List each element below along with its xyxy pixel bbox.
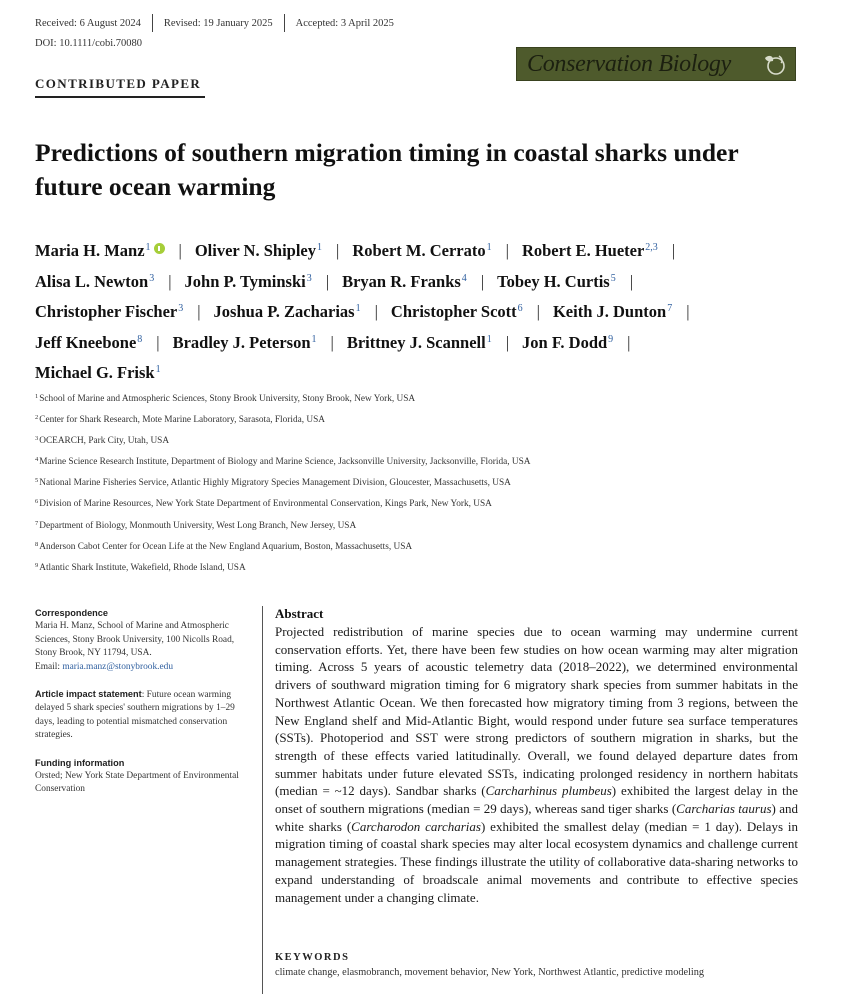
author-name: Robert E. Hueter: [521, 241, 645, 260]
affiliation-number: 3: [35, 435, 39, 443]
author-list: [35, 234, 825, 387]
affiliation-text: School of Marine and Atmospheric Sciences, Stony Brook University, Stony Brook, New York, USA: [39, 394, 416, 404]
affiliation-number: 7: [35, 519, 39, 527]
author-name: Robert M. Cerrato: [352, 241, 486, 260]
author[interactable]: [553, 302, 672, 321]
email-link[interactable]: maria.manz@stonybrook.edu: [62, 661, 174, 672]
affiliation: [35, 496, 795, 517]
author-name: Michael G. Frisk: [35, 363, 155, 382]
author-separator: |: [168, 271, 172, 291]
author[interactable]: [35, 363, 161, 382]
author-affiliation-ref[interactable]: 1: [155, 364, 161, 375]
article-title: Predictions of southern migration timing in coastal sharks under future ocean warming: [35, 138, 739, 201]
author-name: Tobey H. Curtis: [497, 271, 610, 291]
author-affiliation-ref[interactable]: 4: [461, 272, 467, 284]
author-name: Christopher Fischer: [35, 302, 178, 321]
journal-name: Conservation Biology: [527, 50, 731, 77]
affiliation-text: Atlantic Shark Institute, Wakefield, Rhode Island, USA: [39, 562, 246, 573]
author-affiliation-ref[interactable]: 1: [486, 333, 492, 345]
species-name: Carcharodon carcharias: [351, 818, 481, 834]
affiliation-number: 9: [35, 561, 39, 569]
author-affiliation-ref[interactable]: 8: [137, 333, 143, 345]
orcid-icon[interactable]: [154, 243, 165, 254]
impact-label: Article impact statement: [35, 689, 142, 700]
abstract-text: ) exhibited the largest delay in the onset of southern migrations (median = 29 days), whereas sand tiger sharks (: [275, 783, 798, 817]
funding-heading: Funding information: [35, 757, 125, 768]
author[interactable]: [35, 241, 165, 260]
affiliation: [35, 454, 795, 475]
abstract-section: [275, 606, 798, 906]
author-separator: |: [197, 302, 201, 321]
author-row: [35, 295, 825, 326]
author-affiliation-ref[interactable]: 3: [149, 272, 155, 284]
received-date: Received: 6 August 2024: [35, 17, 141, 29]
affiliation: [35, 412, 795, 433]
affiliation-number: 4: [35, 456, 39, 464]
section-underline: [35, 96, 205, 98]
author-separator: |: [156, 332, 160, 352]
author-affiliation-ref[interactable]: 1: [317, 242, 322, 253]
affiliation: [35, 475, 795, 496]
species-name: Carcharhinus plumbeus: [485, 783, 612, 799]
author-name: Jeff Kneebone: [35, 332, 137, 352]
journal-emblem-icon: [759, 50, 787, 78]
author-row: [35, 356, 825, 387]
author-affiliation-ref[interactable]: 2,3: [645, 242, 658, 253]
affiliation-number: 6: [35, 498, 39, 506]
author-affiliation-ref[interactable]: 7: [667, 303, 673, 314]
author[interactable]: [173, 333, 317, 352]
email-label: Email:: [35, 661, 63, 672]
author-name: Maria H. Manz: [35, 241, 145, 260]
author-separator: |: [536, 302, 540, 321]
author-separator: |: [325, 271, 330, 291]
affiliation-text: OCEARCH, Park City, Utah, USA: [39, 436, 170, 447]
affiliation-text: Anderson Cabot Center for Ocean Life at the New England Aquarium, Boston, Massachusetts, USA: [39, 541, 413, 552]
date-divider: [284, 14, 285, 32]
affiliation-text: Center for Shark Research, Mote Marine Laboratory, Sarasota, Florida, USA: [39, 415, 325, 426]
funding-text: Orsted; New York State Department of Environmental Conservation: [35, 771, 239, 795]
author[interactable]: [35, 333, 142, 352]
author[interactable]: [352, 241, 491, 260]
author-name: Alisa L. Newton: [35, 271, 149, 291]
accepted-date: Accepted: 3 April 2025: [295, 17, 394, 29]
author[interactable]: [522, 333, 613, 352]
journal-logo: [516, 47, 796, 81]
correspondence-text: Maria H. Manz, School of Marine and Atmospheric Sciences, Stony Brook University, 100 Nicolls Road, Stony Brook, NY 11794, USA.: [35, 621, 235, 659]
affiliation-number: 1: [35, 393, 39, 400]
author[interactable]: [497, 272, 616, 291]
author-separator: |: [336, 241, 340, 260]
affiliation: [35, 391, 795, 412]
affiliation-text: Marine Science Research Institute, Department of Biology and Marine Science, Jacksonville University, Jacksonville, Florida, USA: [39, 457, 531, 468]
impact-statement-block: [35, 688, 247, 743]
author-separator: |: [480, 271, 485, 291]
keywords-list: climate change, elasmobranch, movement behavior, New York, Northwest Atlantic, predictive modeling: [275, 967, 705, 978]
affiliation-number: 2: [35, 414, 39, 422]
author[interactable]: [347, 333, 492, 352]
publication-dates: [35, 14, 394, 32]
author-affiliation-ref[interactable]: 1: [355, 303, 361, 314]
affiliation-list: [35, 391, 795, 581]
doi[interactable]: DOI: 10.1111/cobi.70080: [35, 38, 143, 49]
correspondence-block: [35, 607, 247, 674]
column-divider: [262, 606, 263, 994]
author-affiliation-ref[interactable]: 3: [178, 303, 184, 314]
affiliation-text: National Marine Fisheries Service, Atlantic Highly Migratory Species Management Division, Gloucester, Massachusetts, USA: [39, 478, 511, 489]
author-affiliation-ref[interactable]: 5: [610, 272, 616, 284]
abstract-text: Projected redistribution of marine species due to ocean warming may undermine current conservation efforts. Yet, there have been few studies on how ocean warming may alter migration timing. Across 5 years of acoustic telemetry data (2018–2022), we determined environmental drivers of southward migration timing for 6 migratory shark species from summer habitats in the Northwest Atlantic Ocean. We then forecasted how migratory timing from 3 regions, between the New England shelf and Mid-Atlantic Bight, would respond under future sea surface temperatures (SSTs). Photoperiod and SST were strong predictors of southern migration in sharks, but the strength of these effects varied latitudinally. Overall, we found delayed departure dates from summer habitats under future elevated SSTs, indicating prolonged residency in northern habitats (median = ~12 days). Sandbar sharks (: [275, 624, 798, 799]
author[interactable]: [185, 272, 312, 291]
impact-text: : Future ocean warming delayed 5 shark species' southern migrations by 1–29 days, leading to potential mismatched conservation strategies.: [35, 690, 235, 741]
author-affiliation-ref[interactable]: 6: [517, 303, 523, 314]
author-row: [35, 234, 825, 265]
affiliation-text: Department of Biology, Monmouth University, West Long Branch, New Jersey, USA: [39, 520, 357, 531]
author-name: Bradley J. Peterson: [172, 332, 311, 352]
species-name: Carcharias taurus: [676, 801, 772, 817]
author-name: Christopher Scott: [390, 302, 517, 321]
author-separator: |: [629, 271, 634, 291]
author[interactable]: [195, 241, 322, 260]
author-name: Oliver N. Shipley: [194, 241, 316, 260]
author-name: John P. Tyminski: [184, 271, 306, 291]
author-row: [35, 265, 825, 296]
affiliation: [35, 518, 795, 539]
author[interactable]: [342, 272, 467, 291]
author-separator: |: [330, 332, 334, 352]
affiliation-number: 8: [35, 540, 39, 548]
author[interactable]: [214, 302, 361, 321]
revised-date: Revised: 19 January 2025: [163, 17, 273, 29]
author-name: Bryan R. Franks: [342, 271, 461, 291]
author-affiliation-ref[interactable]: 1: [145, 242, 151, 253]
author-separator: |: [374, 302, 378, 321]
author-affiliation-ref[interactable]: 3: [306, 272, 312, 284]
affiliation: [35, 433, 795, 454]
author[interactable]: [35, 302, 183, 321]
author-row: [35, 326, 825, 357]
author-separator: |: [686, 302, 690, 321]
article-sidebar: [35, 607, 247, 811]
author-separator: |: [627, 332, 631, 352]
abstract-heading: Abstract: [275, 606, 324, 621]
author[interactable]: [391, 302, 523, 321]
funding-block: [35, 757, 247, 797]
section-label: CONTRIBUTED PAPER: [35, 76, 202, 91]
author-separator: |: [505, 241, 509, 260]
affiliation-number: 5: [35, 477, 39, 485]
abstract-body: [275, 623, 798, 906]
correspondence-heading: Correspondence: [35, 608, 109, 618]
author-name: Joshua P. Zacharias: [213, 302, 355, 321]
keywords-section: [275, 952, 815, 978]
author-name: Brittney J. Scannell: [346, 332, 486, 352]
affiliation-text: Division of Marine Resources, New York State Department of Environmental Conservation, Kings Park, New York, USA: [39, 499, 492, 510]
abstract-text: ) and white sharks (: [275, 801, 798, 834]
author-affiliation-ref[interactable]: 9: [608, 333, 614, 345]
keywords-heading: KEYWORDS: [275, 952, 350, 963]
author[interactable]: [522, 241, 658, 260]
abstract-text: ) exhibited the smallest delay (median = 1 day). Delays in migration timing of coastal shark species may alter local ecosystem dynamics and challenge current management strategies. These findings illustrate the utility of collaborative data-sharing networks to expand understanding of broadscale animal movements and contribute to effective species management under a changing climate.: [275, 818, 798, 905]
author-affiliation-ref[interactable]: 1: [486, 242, 492, 253]
author-separator: |: [671, 241, 676, 260]
affiliation: [35, 539, 795, 560]
author-affiliation-ref[interactable]: 1: [311, 333, 317, 345]
affiliation: [35, 560, 795, 581]
author-separator: |: [505, 332, 510, 352]
date-divider: [152, 14, 153, 32]
author-name: Jon F. Dodd: [522, 332, 608, 352]
author[interactable]: [35, 272, 154, 291]
author-name: Keith J. Dunton: [552, 302, 667, 321]
author-separator: |: [178, 241, 182, 260]
